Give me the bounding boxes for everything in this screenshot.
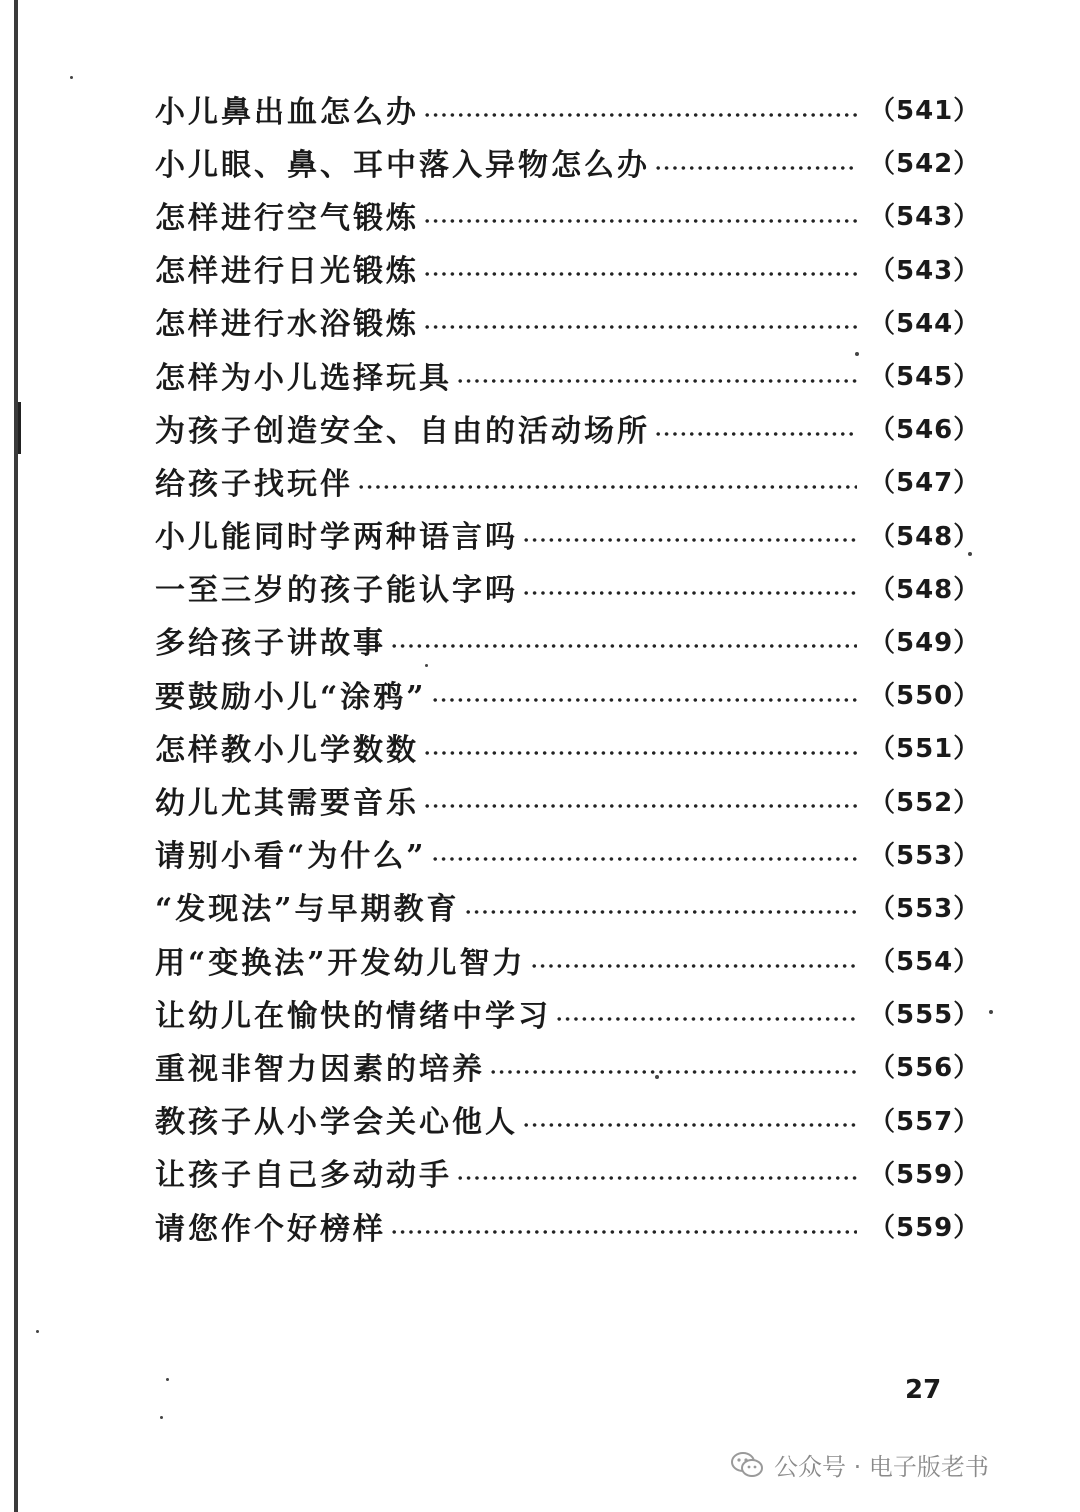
- table-of-contents: [155, 82, 981, 1252]
- toc-leader-dots: [464, 910, 857, 914]
- toc-entry[interactable]: [155, 667, 981, 720]
- toc-entry-page: （551）: [869, 734, 981, 765]
- toc-entry-page: （559）: [869, 1213, 981, 1244]
- toc-entry-page: （554）: [869, 947, 981, 978]
- toc-entry[interactable]: [155, 454, 981, 507]
- toc-entry-page: （552）: [869, 787, 981, 818]
- toc-entry[interactable]: [155, 614, 981, 667]
- toc-leader-dots: [423, 751, 857, 755]
- toc-entry-page: （543）: [869, 255, 981, 286]
- toc-entry-page: （546）: [869, 415, 981, 446]
- toc-entry[interactable]: [155, 1199, 981, 1252]
- toc-entry-page: （541）: [869, 96, 981, 127]
- toc-entry-title: 教孩子从小学会关心他人: [155, 1105, 518, 1141]
- margin-mark: [18, 402, 21, 454]
- page-left-border: [14, 0, 18, 1512]
- toc-entry-page: （547）: [869, 468, 981, 499]
- scan-speck: [968, 552, 972, 556]
- toc-entry-title: 幼儿尤其需要音乐: [155, 786, 419, 822]
- watermark: [730, 1447, 989, 1482]
- toc-entry[interactable]: [155, 933, 981, 986]
- toc-leader-dots: [654, 166, 857, 170]
- toc-entry-page: （559）: [869, 1159, 981, 1190]
- toc-entry-page: （543）: [869, 202, 981, 233]
- toc-leader-dots: [390, 644, 857, 648]
- scan-speck: [36, 1330, 39, 1333]
- scan-speck: [166, 1378, 169, 1381]
- toc-leader-dots: [522, 538, 857, 542]
- toc-leader-dots: [423, 272, 857, 276]
- toc-entry-page: （553）: [869, 840, 981, 871]
- toc-entry-title: 怎样进行日光锻炼: [155, 254, 419, 290]
- toc-leader-dots: [522, 591, 857, 595]
- toc-entry-page: （548）: [869, 574, 981, 605]
- toc-entry-page: （556）: [869, 1053, 981, 1084]
- toc-entry-title: 用“变换法”开发幼儿智力: [155, 945, 526, 981]
- toc-leader-dots: [423, 804, 857, 808]
- toc-entry[interactable]: [155, 986, 981, 1039]
- toc-entry[interactable]: [155, 1093, 981, 1146]
- toc-leader-dots: [357, 485, 857, 489]
- watermark-text: 公众号 · 电子版老书: [774, 1453, 989, 1481]
- toc-entry-page: （557）: [869, 1106, 981, 1137]
- scan-speck: [425, 664, 428, 667]
- toc-leader-dots: [654, 432, 857, 436]
- toc-entry[interactable]: [155, 720, 981, 773]
- toc-leader-dots: [456, 1176, 857, 1180]
- toc-leader-dots: [423, 113, 857, 117]
- toc-entry[interactable]: [155, 561, 981, 614]
- wechat-icon: [730, 1450, 764, 1480]
- toc-entry[interactable]: [155, 773, 981, 826]
- toc-entry[interactable]: [155, 242, 981, 295]
- toc-entry[interactable]: [155, 82, 981, 135]
- toc-leader-dots: [431, 857, 857, 861]
- toc-entry-title: 请您作个好榜样: [155, 1211, 386, 1247]
- toc-entry-title: 小儿鼻出血怎么办: [155, 94, 419, 130]
- toc-entry-title: 要鼓励小儿“涂鸦”: [155, 679, 427, 715]
- toc-entry[interactable]: [155, 1146, 981, 1199]
- toc-leader-dots: [456, 379, 857, 383]
- toc-entry-title: 重视非智力因素的培养: [155, 1051, 485, 1087]
- toc-entry-page: （548）: [869, 521, 981, 552]
- toc-entry-title: “发现法”与早期教育: [155, 892, 460, 928]
- toc-leader-dots: [423, 219, 857, 223]
- toc-entry-title: 为孩子创造安全、自由的活动场所: [155, 413, 650, 449]
- toc-leader-dots: [423, 325, 857, 329]
- toc-entry-page: （542）: [869, 149, 981, 180]
- toc-entry-title: 让孩子自己多动动手: [155, 1158, 452, 1194]
- toc-entry-page: （550）: [869, 681, 981, 712]
- toc-entry[interactable]: [155, 880, 981, 933]
- scan-speck: [655, 1075, 659, 1079]
- scan-speck: [160, 1416, 163, 1419]
- toc-entry[interactable]: [155, 827, 981, 880]
- toc-entry-title: 怎样进行空气锻炼: [155, 200, 419, 236]
- toc-entry-title: 怎样为小儿选择玩具: [155, 360, 452, 396]
- toc-leader-dots: [390, 1230, 857, 1234]
- toc-leader-dots: [489, 1070, 857, 1074]
- toc-leader-dots: [555, 1017, 857, 1021]
- toc-entry[interactable]: [155, 348, 981, 401]
- toc-entry-title: 小儿眼、鼻、耳中落入异物怎么办: [155, 147, 650, 183]
- toc-entry-page: （545）: [869, 362, 981, 393]
- toc-entry-title: 让幼儿在愉快的情绪中学习: [155, 998, 551, 1034]
- toc-entry-page: （549）: [869, 627, 981, 658]
- toc-entry[interactable]: [155, 1039, 981, 1092]
- toc-entry-title: 多给孩子讲故事: [155, 626, 386, 662]
- toc-entry-title: 请别小看“为什么”: [155, 839, 427, 875]
- toc-entry-page: （555）: [869, 1000, 981, 1031]
- toc-entry-title: 一至三岁的孩子能认字吗: [155, 573, 518, 609]
- toc-leader-dots: [530, 964, 857, 968]
- toc-entry-page: （553）: [869, 893, 981, 924]
- scan-speck: [989, 1010, 993, 1014]
- toc-entry-title: 给孩子找玩伴: [155, 466, 353, 502]
- toc-entry-title: 怎样进行水浴锻炼: [155, 307, 419, 343]
- toc-entry-title: 小儿能同时学两种语言吗: [155, 520, 518, 556]
- toc-entry[interactable]: [155, 508, 981, 561]
- toc-entry[interactable]: [155, 401, 981, 454]
- toc-leader-dots: [431, 698, 857, 702]
- toc-entry-title: 怎样教小儿学数数: [155, 732, 419, 768]
- toc-entry[interactable]: [155, 188, 981, 241]
- page-number: 27: [905, 1375, 942, 1405]
- toc-leader-dots: [522, 1123, 857, 1127]
- toc-entry[interactable]: [155, 295, 981, 348]
- scan-speck: [855, 352, 859, 356]
- toc-entry[interactable]: [155, 135, 981, 188]
- toc-entry-page: （544）: [869, 308, 981, 339]
- scan-speck: [70, 76, 73, 79]
